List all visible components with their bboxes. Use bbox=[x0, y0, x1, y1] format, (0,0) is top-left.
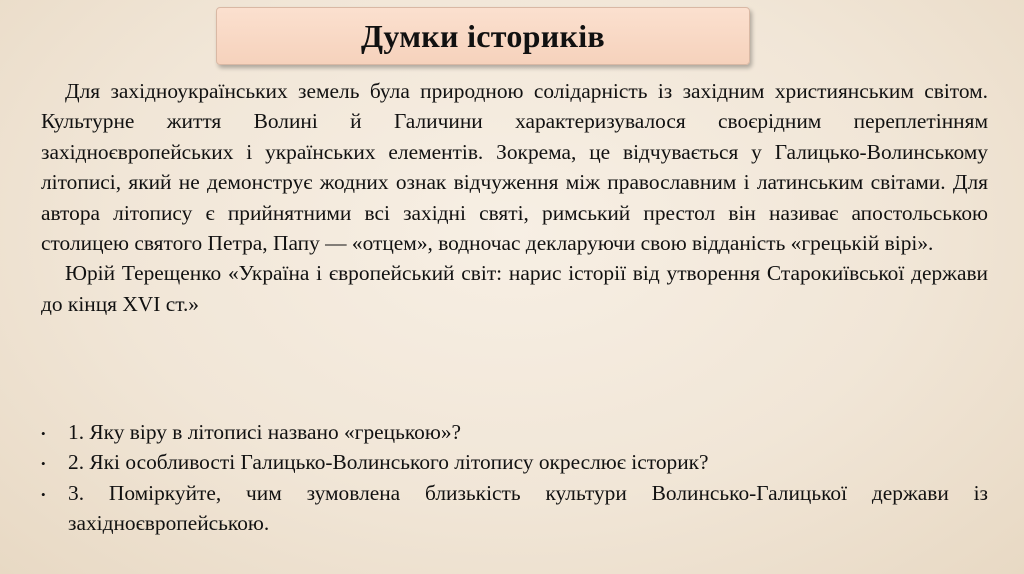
question-text: 1. Яку віру в літописі названо «грецькою»? bbox=[68, 420, 462, 444]
question-text: 2. Які особливості Галицько-Волинського літопису окреслює історик? bbox=[68, 450, 709, 475]
question-item bbox=[41, 478, 988, 539]
bullet-icon: • bbox=[41, 426, 46, 441]
title-box bbox=[216, 7, 750, 65]
slide-title: Думки істориків bbox=[361, 17, 605, 54]
quote-paragraph: Для західноукраїнських земель була природною солідарність із західним християнським світом. Культурне життя Волині й Галичини характеризувалося своєрідним переплетінням західноєвропейських і українських елементів. Зокрема, це відчувається у Галицько-Волинському літописі, який не демонструє жодних ознак відчуження між православним і латинським світами. Для автора літопису є прийнятними всі західні святі, римський престол він називає апостольською столицею святого Петра, Папу — «отцем», водночас декларуючи свою відданість «грецькій вірі». bbox=[41, 79, 988, 256]
bullet-icon: • bbox=[41, 456, 46, 472]
question-item bbox=[41, 417, 988, 447]
bullet-icon: • bbox=[41, 486, 46, 502]
questions-list bbox=[41, 417, 988, 539]
quote-block bbox=[41, 76, 988, 319]
quote-source: Юрій Терещенко «Україна і європейський світ: нарис історії від утворення Старокиївської держави до кінця XVI ст.» bbox=[41, 261, 988, 316]
question-text: 3. Поміркуйте, чим зумовлена близькість культури Волинсько-Галицької держави із західноєвропейською. bbox=[68, 480, 988, 536]
question-item bbox=[41, 447, 988, 477]
